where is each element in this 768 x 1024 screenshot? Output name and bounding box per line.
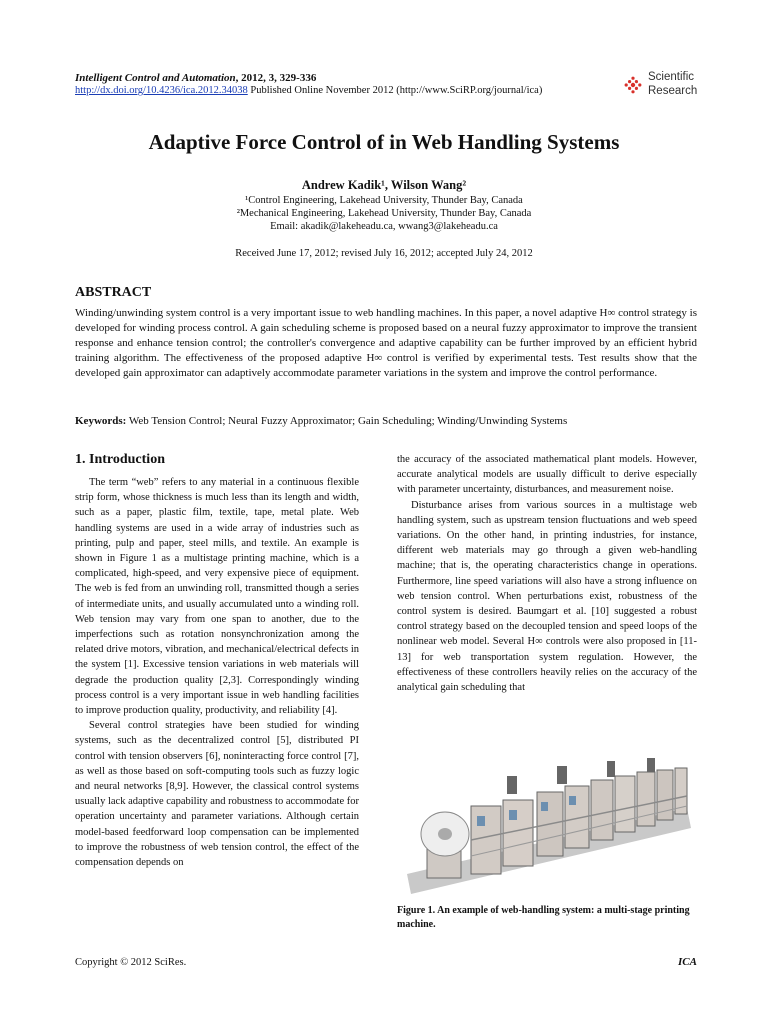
intro-paragraph-1: The term “web” refers to any material in a continuous flexible strip form, whose thickness is much less than its length and width, such as a paper, plastic film, textile, tape, metal plate. Web handling systems are used in a wide array of industries such as printing, pulp and paper, steel mills, and textile. An example is shown in Figure 1 as a multistage printing machine, which is a complicated, high-speed, and very expensive piece of equipment. The web is fed from an unwinding roll, transmitted though a series of intermediate units, and usually accumulated unto a winding roll. Web tension may vary from one span to another, due to the imperfections such as rotation nonsynchronization among the related drive motors, vibration, and mechanical/electrical defects in the system [1]. Excessive tension variations in web materials will degrade the production quality [2,3]. Correspondingly winding process control is a very important issue in web handling facilities to improve production quality, productivity, and reliability [4].: [75, 477, 359, 717]
published-online: Published Online November 2012 (http://www.SciRP.org/journal/ica): [247, 85, 543, 96]
publisher-name-line2: Research: [648, 85, 698, 97]
affiliation-2: ²Mechanical Engineering, Lakehead University, Thunder Bay, Canada: [236, 208, 532, 219]
right-column: [397, 452, 697, 695]
publisher-name-line1: Scientific: [648, 71, 695, 83]
scientific-research-logo-icon: [620, 72, 646, 98]
footer-journal-abbrev: ICA: [678, 956, 697, 968]
abstract-heading: ABSTRACT: [75, 285, 152, 300]
journal-volume-pages: , 2012, 3, 329-336: [235, 72, 317, 84]
figure-1-printing-machine-image: [397, 756, 697, 896]
keywords-text: Web Tension Control; Neural Fuzzy Approximator; Gain Scheduling; Winding/Unwinding Systems: [126, 415, 568, 427]
publisher-name: [648, 70, 697, 98]
doi-link[interactable]: http://dx.doi.org/10.4236/ica.2012.34038: [75, 85, 248, 96]
received-dates: Received June 17, 2012; revised July 16, 2012; accepted July 24, 2012: [235, 248, 533, 259]
affiliation-1: ¹Control Engineering, Lakehead University, Thunder Bay, Canada: [245, 195, 523, 206]
left-column: [75, 475, 359, 870]
publisher-logo: [620, 70, 700, 100]
intro-paragraph-2: Several control strategies have been studied for winding systems, such as the decentralized control [5], distributed PI control with tension observers [6], noninteracting force control [7], as well as those based on soft-computing tools such as fuzzy logic and neural networks [8,9]. However, the classical control systems usually lack adaptive capability and robustness to accommodate for operation uncertainty and parameter variations. Although certain model-based feedforward loop compensation can be implemented to improve the robustness of web tension control, the effect of the compensation depends on: [75, 720, 359, 869]
journal-citation: [75, 71, 316, 85]
author-emails: Email: akadik@lakeheadu.ca, wwang3@lakeheadu.ca: [270, 221, 498, 232]
journal-name: Intelligent Control and Automation: [75, 72, 236, 84]
keywords-label: Keywords:: [75, 415, 127, 427]
intro-paragraph-4: Disturbance arises from various sources in a multistage web handling system, such as upstream tension fluctuations and web speed variations. On the other hand, in printing industries, for instance, different web materials may go through a given web-handling machine; that is, the operating characteristics change in operations. Furthermore, line speed variations will also have a strong influence on web tension control. When perturbations exist, robustness of the control system is desired. Baumgart et al. [10] suggested a robust control strategy based on the decoupled tension and speed loops of the nonlinear web model. Several H∞ controls were also proposed in [11-13] for web transportation system regulation. However, the effectiveness of these controllers heavily relies on the accuracy of the analytical gain scheduling that: [397, 499, 697, 694]
figure-1-caption: Figure 1. An example of web-handling system: a multi-stage printing machine.: [397, 905, 690, 930]
abstract-text: Winding/unwinding system control is a very important issue to web handling machines. In this paper, a novel adaptive H∞ control strategy is developed for winding process control. A gain scheduling scheme is proposed based on a neural fuzzy approximator to improve the transient response and enhance tension control; the controller's convergence and adaptive capability can be further improved by an efficient hybrid training algorithm. The effectiveness of the proposed adaptive H∞ control is verified by experimental tests. Test results show that the developed gain approximator can adaptively accommodate parameter variations in the system and improve the control performance.: [75, 307, 697, 380]
paper-authors: Andrew Kadik¹, Wilson Wang²: [301, 178, 467, 192]
keywords: [75, 414, 697, 429]
section-heading-introduction: 1. Introduction: [75, 452, 165, 467]
intro-paragraph-3: the accuracy of the associated mathematical plant models. However, accurate analytical models are usually difficult to derive especially with parameter uncertainty, disturbances, and measurement noise.: [397, 454, 697, 496]
doi-line: [75, 84, 542, 98]
paper-title: Adaptive Force Control of in Web Handling Systems: [148, 130, 620, 154]
footer-copyright: Copyright © 2012 SciRes.: [75, 957, 187, 968]
